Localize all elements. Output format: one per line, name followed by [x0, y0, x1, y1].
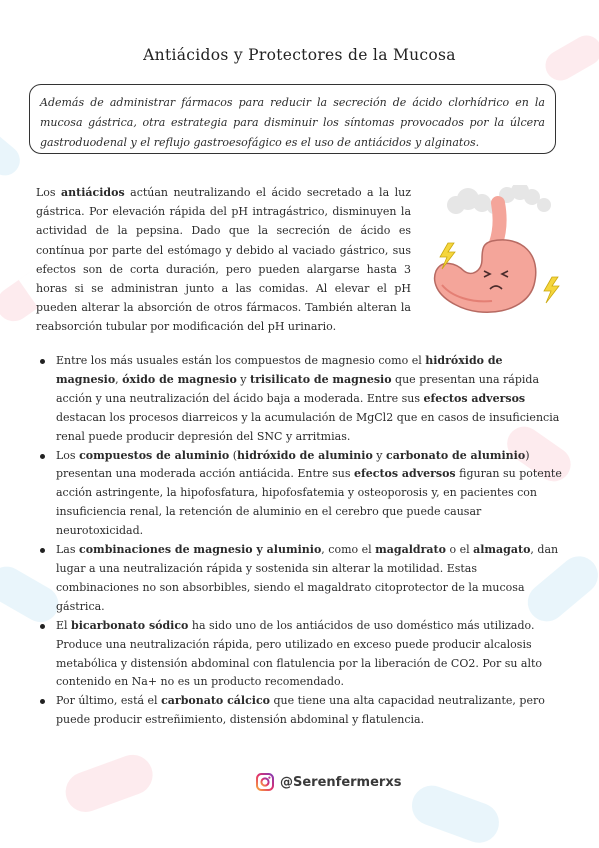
- keyword: antiácidos: [61, 186, 125, 199]
- instagram-icon: [256, 773, 274, 791]
- lead-paragraph: Los antiácidos actúan neutralizando el ácido secretado a la luz gástrica. Por elevación rápida del pH intragástrico, disminuyen la actividad de la pepsina. Dado que la secreción de ácido es contínua por parte del estómago y debido al vaciado gástrico, sus efectos son de corta duración, pero pueden alargarse hasta 3 horas si se administran junto a las comidas. Al elevar el pH pueden alterar la absorción de otros fármacos. También alteran la reabsorción tubular por modificación del pH urinario.: [36, 186, 411, 334]
- list-item: Los compuestos de aluminio (hidróxido de aluminio y carbonato de aluminio) presentan una moderada acción antiácida. Entre sus efectos adversos figuran su potente acción astringente, la hipofosfatura, hipofosfatemia y osteoporosis y, en pacientes con insuficiencia renal, la retención de aluminio en el cerebro que puede causar neurotoxicidad.: [56, 447, 562, 542]
- list-item: Las combinaciones de magnesio y aluminio, como el magaldrato o el almagato, dan lugar a una neutralización rápida y sostenida sin alterar la motilidad. Estas combinaciones no son absorbibles, siendo el magaldrato citoprotector de la mucosa gástrica.: [56, 541, 562, 617]
- stomach-illustration: [412, 185, 570, 325]
- list-item: Entre los más usuales están los compuestos de magnesio como el hidróxido de magnesio, óxido de magnesio y trisilicato de magnesio que presentan una rápida acción y una neutralización del ácido baja a moderada. Entre sus efectos adversos destacan los procesos diarreicos y la acumulación de MgCl2 que en casos de insuficiencia renal puede producir depresión del SNC y arritmias.: [56, 352, 562, 447]
- handle-text: @Serenfermerxs: [280, 774, 402, 790]
- social-handle[interactable]: [256, 771, 401, 793]
- list-item: El bicarbonato sódico ha sido uno de los antiácidos de uso doméstico más utilizado. Produce una neutralización rápida, pero utilizado en exceso puede producir alcalosis metabólica y distensión abdominal con flatulencia por la liberación de CO2. Por su alto contenido en Na+ no es un producto recomendado.: [56, 617, 562, 693]
- intro-box: Además de administrar fármacos para reducir la secreción de ácido clorhídrico en la mucosa gástrica, otra estrategia para disminuir los síntomas provocados por la úlcera gastroduodenal y el reflujo gastroesofágico es el uso de antiácidos y alginatos.: [29, 84, 556, 154]
- bullet-list: [56, 352, 562, 730]
- page-title: Antiácidos y Protectores de la Mucosa: [143, 46, 456, 64]
- list-item: Por último, está el carbonato cálcico que tiene una alta capacidad neutralizante, pero puede producir estreñimiento, distensión abdominal y flatulencia.: [56, 692, 562, 730]
